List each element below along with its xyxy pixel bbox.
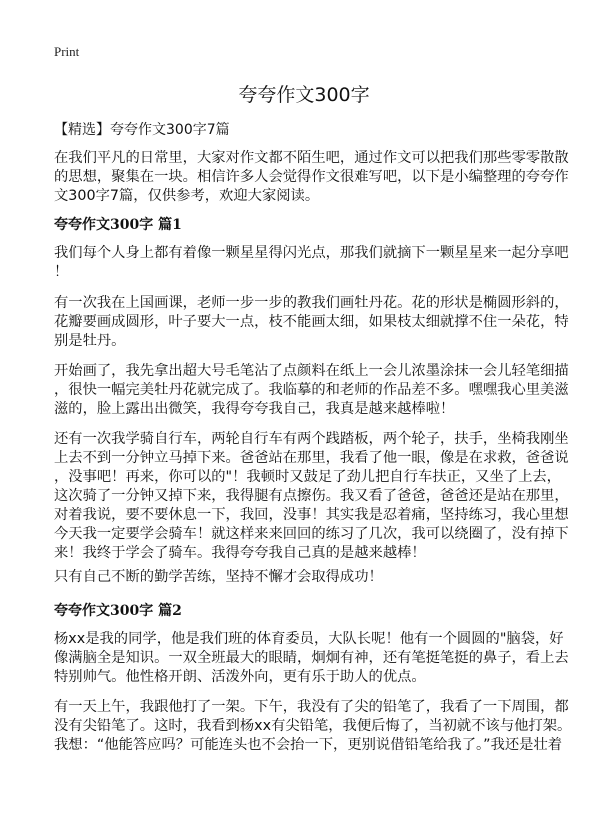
text-line: 来！我终于学会了骑车。我得夸夸我自己真的是越来越棒！ [54, 545, 426, 561]
text-line: 上去不到一分钟立马掉下来。爸爸站在那里，我看了他一眼，像是在求救，爸爸说 [54, 450, 569, 466]
text-line: 开始画了，我先拿出超大号毛笔沾了点颜料在纸上一会儿浓墨涂抹一会儿轻笔细描 [54, 363, 569, 379]
text-line: 还有一次我学骑自行车，两轮自行车有两个践踏板，两个轮子，扶手，坐椅我刚坐 [54, 431, 569, 447]
text-line: 今天我一定要学会骑车！就这样来来回回的练习了几次，我可以绕圈了，没有掉下 [54, 526, 569, 542]
paragraph [54, 430, 569, 563]
print-link[interactable]: Print [54, 44, 80, 59]
text-line: 别是牡丹。 [54, 333, 126, 349]
text-line: 这次骑了一分钟又掉下来，我得腿有点擦伤。我又看了爸爸，爸爸还是站在那里， [54, 488, 569, 504]
section-heading-1: 夸夸作文300字 篇1 [54, 217, 182, 233]
text-line: 像满脑全是知识。一双全班最大的眼睛，炯炯有神，还有笔挺笔挺的鼻子，看上去 [54, 650, 569, 666]
text-line: 花瓣要画成圆形，叶子要大一点，枝不能画太细，如果枝太细就撑不住一朵花，特 [54, 314, 569, 330]
text-line: ，没事吧！再来，你可以的"！我顿时又鼓足了劲儿把自行车扶正，又坐了上去， [54, 469, 561, 485]
text-line: 的思想，聚集在一块。相信许多人会觉得作文很难写吧，以下是小编整理的夸夸作 [54, 169, 569, 185]
page-title: 夸夸作文300字 [238, 84, 370, 106]
text-line: 滋的，脸上露出出微笑，我得夸夸我自己，我真是越来越棒啦！ [54, 401, 455, 417]
text-line: 我们每个人身上都有着像一颗星星得闪光点，那我们就摘下一颗星星来一起分享吧 [54, 245, 569, 261]
paragraph [54, 244, 569, 282]
text-line: 有一天上午，我跟他打了一架。下午，我没有了尖的铅笔了，我看了一下周围，都 [54, 699, 569, 715]
section-heading-2: 夸夸作文300字 篇2 [54, 603, 182, 619]
text-line: 杨xx是我的同学，他是我们班的体育委员，大队长呢！他有一个圆圆的"脑袋，好 [54, 631, 564, 647]
text-line: 没有尖铅笔了。这时，我看到杨xx有尖铅笔，我便后悔了，当初就不该与他打架。 [54, 718, 572, 734]
intro-paragraph [54, 149, 569, 206]
paragraph [54, 362, 569, 419]
text-line: 对着我说，要不要休息一下，我回，没事！其实我是忍着痛，坚持练习，我心里想 [54, 507, 569, 523]
text-line: 有一次我在上国画课，老师一步一步的教我们画牡丹花。花的形状是椭圆形斜的， [54, 295, 569, 311]
text-line: 文300字7篇，仅供参考，欢迎大家阅读。 [54, 188, 320, 204]
text-line: ，很快一幅完美牡丹花就完成了。我临摹的和老师的作品差不多。嘿嘿我心里美滋 [54, 382, 569, 398]
text-line: 只有自己不断的勤学苦练，坚持不懈才会取得成功！ [54, 569, 383, 585]
paragraph [54, 294, 569, 351]
text-line: ！ [54, 264, 69, 280]
text-line: 特别帅气。他性格开朗、活泼外向，更有乐于助人的优点。 [54, 669, 426, 685]
document-subtitle: 【精选】夸夸作文300字7篇 [54, 122, 230, 138]
paragraph [54, 698, 572, 755]
text-line: 我想：“他能答应吗？可能连头也不会抬一下，更别说借铅笔给我了。”我还是壮着 [54, 737, 563, 753]
text-line: 在我们平凡的日常里，大家对作文都不陌生吧，通过作文可以把我们那些零零散散 [54, 150, 569, 166]
paragraph [54, 630, 569, 687]
paragraph [54, 568, 554, 587]
